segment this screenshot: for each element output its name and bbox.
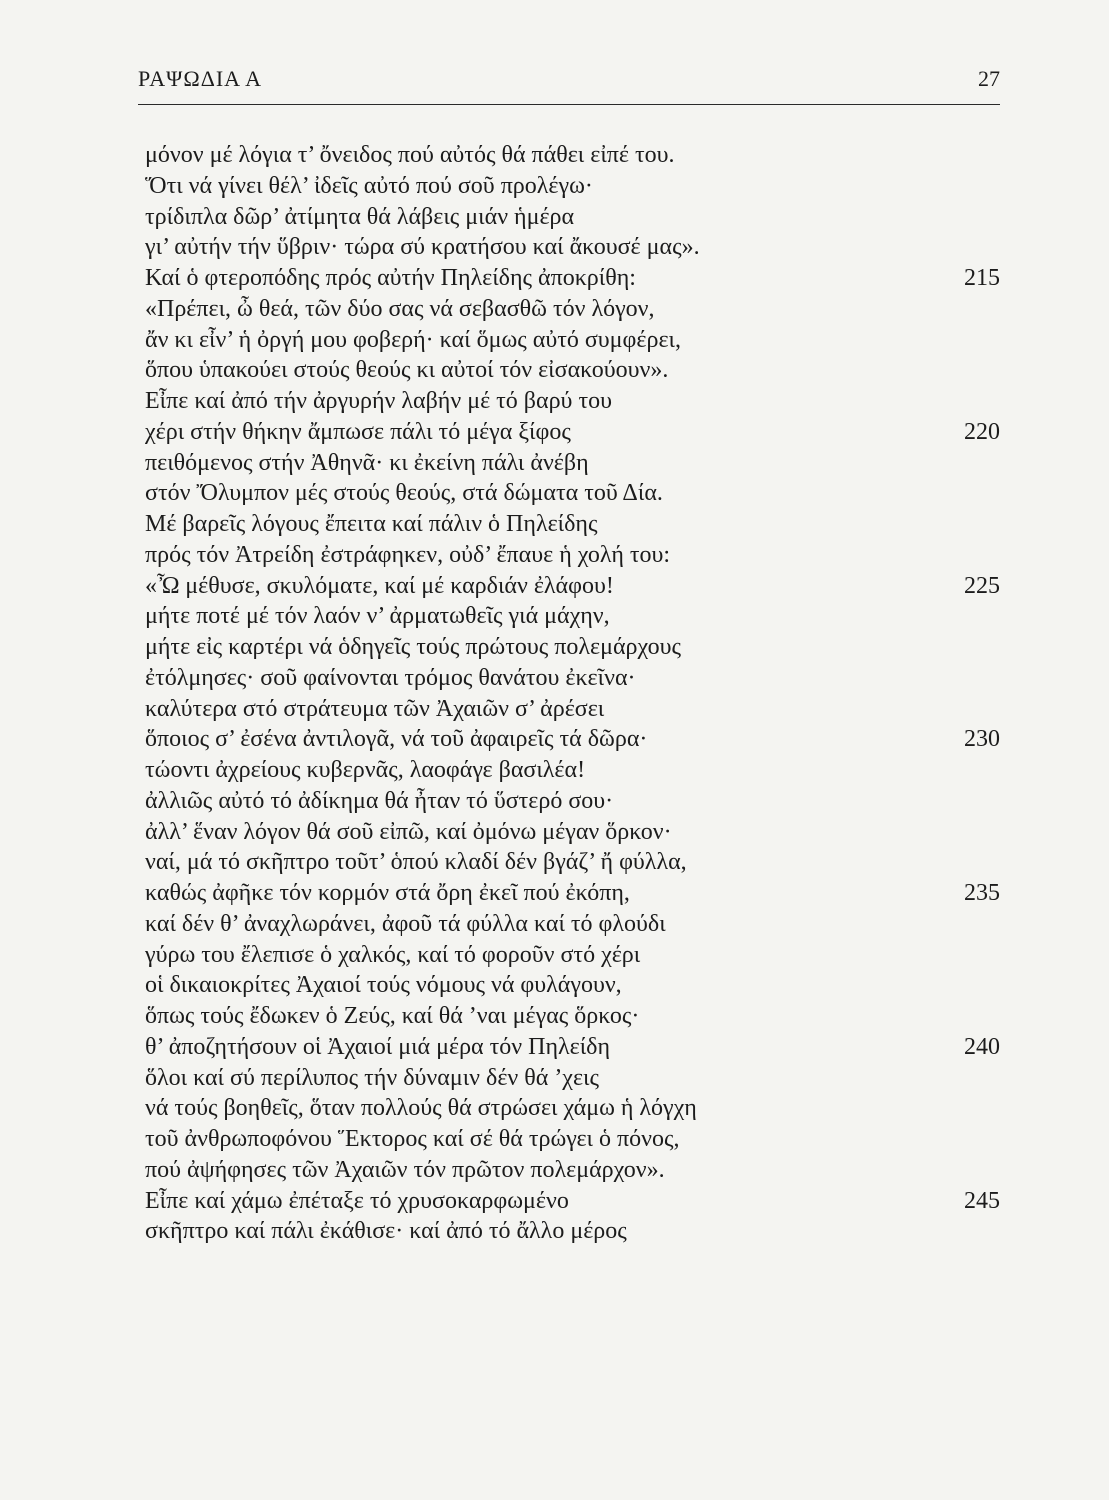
verse-line xyxy=(145,386,1015,417)
verse-text: Καί ὁ φτεροπόδης πρός αὐτήν Πηλείδης ἀποκρίθη: xyxy=(145,265,636,291)
verse-line xyxy=(145,878,1015,909)
running-head: ΡΑΨΩΔΙΑ Α xyxy=(138,66,263,91)
verse-line xyxy=(145,171,1015,202)
verse-line xyxy=(145,970,1015,1001)
verse-text: ὅλοι καί σύ περίλυπος τήν δύναμιν δέν θά ’χεις xyxy=(145,1064,599,1091)
verse-text: «Πρέπει, ὦ θεά, τῶν δύο σας νά σεβασθῶ τόν λόγον, xyxy=(145,295,655,322)
verse-text: πειθόμενος στήν Ἀθηνᾶ· κι ἐκείνη πάλι ἀνέβη xyxy=(145,449,589,476)
verse-line xyxy=(145,1186,1015,1217)
verse-text: τρίδιπλα δῶρ’ ἀτίμητα θά λάβεις μιάν ἡμέρα xyxy=(145,203,575,230)
verse-line xyxy=(145,448,1015,479)
verse-text: ὅπως τούς ἔδωκεν ὁ Ζεύς, καί θά ’ναι μέγας ὅρκος· xyxy=(145,1003,640,1029)
verse-line xyxy=(145,263,1015,294)
verse-text: καλύτερα στό στράτευμα τῶν Ἀχαιῶν σ’ ἀρέσει xyxy=(145,695,605,722)
verse-line xyxy=(145,1001,1015,1032)
verse-text: σκῆπτρο καί πάλι ἐκάθισε· καί ἀπό τό ἄλλο μέρος xyxy=(145,1218,627,1245)
line-number: 220 xyxy=(964,418,1000,445)
verse-text: Ὅτι νά γίνει θέλ’ ἰδεῖς αὐτό πού σοῦ προλέγω· xyxy=(145,172,593,199)
verse-line xyxy=(145,417,1015,448)
line-number: 245 xyxy=(964,1187,1000,1214)
verse-line xyxy=(145,817,1015,848)
verse-text: «Ὦ μέθυσε, σκυλόματε, καί μέ καρδιάν ἐλάφου! xyxy=(145,572,614,599)
verse-line xyxy=(145,140,1015,171)
verse-text: Εἶπε καί χάμω ἐπέταξε τό χρυσοκαρφωμένο xyxy=(145,1187,569,1214)
verse-line xyxy=(145,909,1015,940)
verse-line xyxy=(145,601,1015,632)
verse-line xyxy=(145,663,1015,694)
verse-text: ὅποιος σ’ ἐσένα ἀντιλογᾶ, νά τοῦ ἀφαιρεῖς τά δῶρα· xyxy=(145,726,648,753)
verse-line xyxy=(145,940,1015,971)
verse-text: μήτε ποτέ μέ τόν λαόν ν’ ἀρματωθεῖς γιά μάχην, xyxy=(145,603,610,630)
verse-text: ναί, μά τό σκῆπτρο τοῦτ’ ὁπού κλαδί δέν βγάζ’ ἤ φύλλα, xyxy=(145,849,687,876)
verse-line xyxy=(145,755,1015,786)
verse-line xyxy=(145,540,1015,571)
verse-text: γι’ αὐτήν τήν ὕβριν· τώρα σύ κρατήσου καί ἄκουσέ μας». xyxy=(145,234,700,261)
verse-line xyxy=(145,571,1015,602)
verse-text: μόνον μέ λόγια τ’ ὄνειδος πού αὐτός θά πάθει εἰπέ του. xyxy=(145,142,675,168)
verse-text: θ’ ἀποζητήσουν οἱ Ἀχαιοί μιά μέρα τόν Πηλείδη xyxy=(145,1033,611,1060)
verse-text: τοῦ ἀνθρωποφόνου Ἕκτορος καί σέ θά τρώγει ὁ πόνος, xyxy=(145,1126,680,1152)
verse-line xyxy=(145,202,1015,233)
verse-line xyxy=(145,509,1015,540)
verse-text: γύρω του ἔλεπισε ὁ χαλκός, καί τό φοροῦν στό χέρι xyxy=(145,941,641,968)
verse-text: καθώς ἀφῆκε τόν κορμόν στά ὄρη ἐκεῖ πού ἐκόπη, xyxy=(145,880,630,906)
verse-text: Μέ βαρεῖς λόγους ἔπειτα καί πάλιν ὁ Πηλείδης xyxy=(145,511,598,537)
page-header xyxy=(138,64,1000,105)
verse-line xyxy=(145,1124,1015,1155)
line-number: 215 xyxy=(964,265,1000,291)
verse-line xyxy=(145,325,1015,356)
verse-line xyxy=(145,1032,1015,1063)
verse-line xyxy=(145,1155,1015,1186)
verse-line xyxy=(145,232,1015,263)
verse-text: ἐτόλμησες· σοῦ φαίνονται τρόμος θανάτου ἐκεῖνα· xyxy=(145,664,636,691)
verse-line xyxy=(145,724,1015,755)
verse-line xyxy=(145,847,1015,878)
verse-text: πού ἀψήφησες τῶν Ἀχαιῶν τόν πρῶτον πολεμάρχον». xyxy=(145,1156,665,1183)
verse-text: μήτε εἰς καρτέρι νά ὁδηγεῖς τούς πρώτους πολεμάρχους xyxy=(145,634,682,660)
line-number: 225 xyxy=(964,572,1000,599)
verse-text: νά τούς βοηθεῖς, ὅταν πολλούς θά στρώσει χάμω ἡ λόγχη xyxy=(145,1095,697,1122)
verse-line xyxy=(145,1093,1015,1124)
verse-text: ἄν κι εἶν’ ἡ ὀργή μου φοβερή· καί ὅμως αὐτό συμφέρει, xyxy=(145,326,681,353)
verse-text: πρός τόν Ἀτρείδη ἐστράφηκεν, οὐδ’ ἔπαυε ἡ χολή του: xyxy=(145,541,671,568)
verse-text: Εἶπε καί ἀπό τήν ἀργυρήν λαβήν μέ τό βαρύ του xyxy=(145,388,612,414)
verse-line xyxy=(145,478,1015,509)
verse-line xyxy=(145,632,1015,663)
verse-line xyxy=(145,355,1015,386)
verse-line xyxy=(145,694,1015,725)
verse-text: χέρι στήν θήκην ἄμπωσε πάλι τό μέγα ξίφος xyxy=(145,418,571,445)
verse-line xyxy=(145,1063,1015,1094)
line-number: 230 xyxy=(964,726,1000,753)
line-number: 240 xyxy=(964,1033,1000,1060)
verse-text: ὅπου ὑπακούει στούς θεούς κι αὐτοί τόν εἰσακούουν». xyxy=(145,357,669,384)
verse-text: καί δέν θ’ ἀναχλωράνει, ἀφοῦ τά φύλλα καί τό φλούδι xyxy=(145,910,666,937)
verse-text: ἀλλ’ ἕναν λόγον θά σοῦ εἰπῶ, καί ὀμόνω μέγαν ὅρκον· xyxy=(145,818,672,845)
verse-line xyxy=(145,294,1015,325)
line-number: 235 xyxy=(964,880,1000,906)
verse-text: οἱ δικαιοκρίτες Ἀχαιοί τούς νόμους νά φυλάγουν, xyxy=(145,972,622,999)
verse-text: τώοντι ἀχρείους κυβερνᾶς, λαοφάγε βασιλέα! xyxy=(145,757,586,783)
verse-line xyxy=(145,786,1015,817)
poem-text xyxy=(145,140,1015,1247)
page-number: 27 xyxy=(978,66,1000,91)
verse-line xyxy=(145,1216,1015,1247)
verse-text: στόν Ὄλυμπον μές στούς θεούς, στά δώματα τοῦ Δία. xyxy=(145,480,663,507)
verse-text: ἀλλιῶς αὐτό τό ἀδίκημα θά ἦταν τό ὕστερό σου· xyxy=(145,787,614,814)
